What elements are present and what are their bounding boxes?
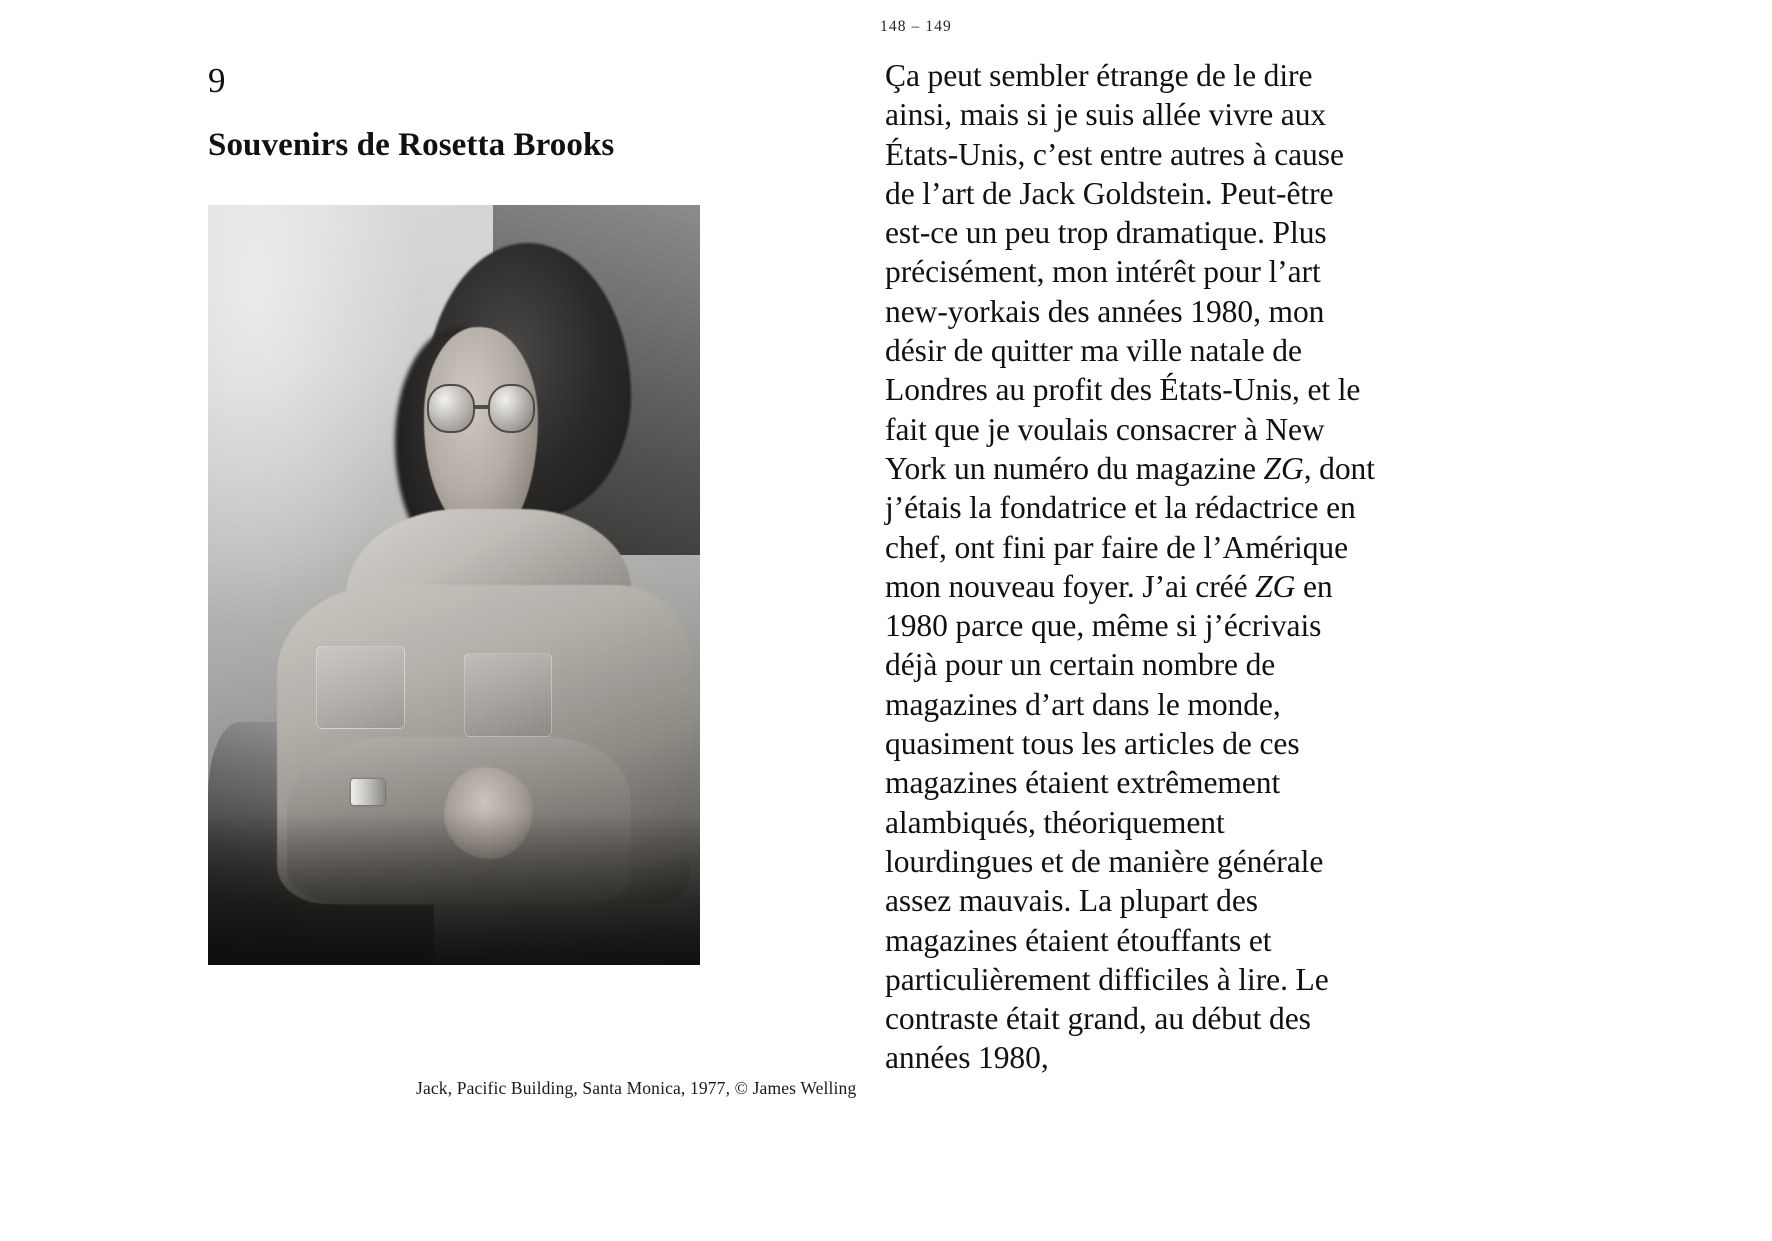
body-text-run: en 1980 parce que, même si j’écrivais déjà pour un certain nombre de magazines d’art dans le monde, quasiment tous les articles de ces magazines étaient extrêmement alambiqués, théoriquement lourdingues et de manière générale assez mauvais. La plupart des magazines étaient étouffants et particulièrement difficiles à lire. Le contraste était grand, au début des années 1980,: [885, 568, 1333, 1076]
body-text-column: [885, 56, 1377, 1078]
body-text-italic-run: ZG: [1263, 450, 1304, 486]
portrait-figure: [208, 205, 857, 1098]
body-text-italic-run: ZG: [1255, 568, 1296, 604]
page-folio: 148 – 149: [880, 18, 952, 35]
chapter-number: 9: [208, 61, 226, 100]
photo-film-grain: [208, 205, 700, 965]
body-text-run: , dont j’étais la fondatrice et la rédactrice en chef, ont fini par faire de l’Amérique mon nouveau foyer. J’ai créé: [885, 450, 1375, 604]
portrait-photo: [208, 205, 700, 965]
body-text-run: Ça peut sembler étrange de le dire ainsi, mais si je suis allée vivre aux États-Unis, c’est entre autres à cause de l’art de Jack Goldstein. Peut-être est-ce un peu trop dramatique. Plus précisément, mon intérêt pour l’art new-yorkais des années 1980, mon désir de quitter ma ville natale de Londres au profit des États-Unis, et le fait que je voulais consacrer à New York un numéro du magazine: [885, 58, 1361, 486]
figure-caption: Jack, Pacific Building, Santa Monica, 1977, © James Welling: [416, 1078, 857, 1098]
right-page: [880, 0, 1772, 1241]
chapter-title: Souvenirs de Rosetta Brooks: [208, 127, 615, 163]
